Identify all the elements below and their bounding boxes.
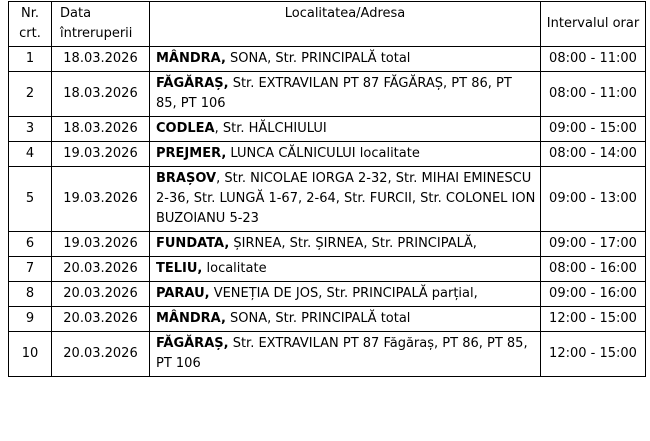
row-date: 19.03.2026 xyxy=(52,142,150,167)
row-locality: PREJMER, xyxy=(156,146,227,161)
row-address: SONA, Str. PRINCIPALĂ total xyxy=(225,51,411,66)
header-nr: Nr. crt. xyxy=(9,2,52,47)
row-date: 18.03.2026 xyxy=(52,47,150,72)
row-nr: 4 xyxy=(9,142,52,167)
row-location xyxy=(150,307,541,332)
table-body xyxy=(9,47,646,377)
row-nr: 1 xyxy=(9,47,52,72)
row-interval: 09:00 - 16:00 xyxy=(541,282,646,307)
header-location: Localitatea/Adresa xyxy=(150,2,541,47)
row-address: localitate xyxy=(202,261,267,276)
row-interval: 12:00 - 15:00 xyxy=(541,307,646,332)
table-row xyxy=(9,117,646,142)
row-date: 19.03.2026 xyxy=(52,167,150,232)
row-locality: PARAU, xyxy=(156,286,210,301)
row-address: , Str. HĂLCHIULUI xyxy=(214,121,327,136)
row-locality: TELIU, xyxy=(156,261,203,276)
row-location xyxy=(150,282,541,307)
row-location xyxy=(150,142,541,167)
row-locality: BRAȘOV xyxy=(156,171,217,186)
row-locality: FUNDATA, xyxy=(156,236,230,251)
row-interval: 08:00 - 16:00 xyxy=(541,257,646,282)
row-interval: 08:00 - 11:00 xyxy=(541,47,646,72)
table-row xyxy=(9,332,646,377)
row-date: 20.03.2026 xyxy=(52,332,150,377)
row-address: SONA, Str. PRINCIPALĂ total xyxy=(225,311,411,326)
table-row xyxy=(9,232,646,257)
row-interval: 12:00 - 15:00 xyxy=(541,332,646,377)
table-row xyxy=(9,72,646,117)
row-nr: 2 xyxy=(9,72,52,117)
row-location xyxy=(150,167,541,232)
row-nr: 9 xyxy=(9,307,52,332)
row-locality: FĂGĂRAȘ, xyxy=(156,76,229,91)
row-location xyxy=(150,332,541,377)
row-address: ȘIRNEA, Str. ȘIRNEA, Str. PRINCIPALĂ, xyxy=(229,236,477,251)
table-row xyxy=(9,282,646,307)
row-location xyxy=(150,257,541,282)
row-locality: MÂNDRA, xyxy=(156,51,226,66)
table-row xyxy=(9,142,646,167)
row-nr: 6 xyxy=(9,232,52,257)
row-locality: CODLEA xyxy=(156,121,215,136)
row-interval: 09:00 - 17:00 xyxy=(541,232,646,257)
row-location xyxy=(150,72,541,117)
header-date: Data întreruperii xyxy=(52,2,150,47)
row-locality: MÂNDRA, xyxy=(156,311,226,326)
row-location xyxy=(150,117,541,142)
row-date: 19.03.2026 xyxy=(52,232,150,257)
row-address: Str. EXTRAVILAN PT 87 FĂGĂRAȘ, PT 86, PT 85, PT 106 xyxy=(156,76,512,111)
row-interval: 09:00 - 15:00 xyxy=(541,117,646,142)
table-row xyxy=(9,167,646,232)
row-nr: 10 xyxy=(9,332,52,377)
row-address: VENEȚIA DE JOS, Str. PRINCIPALĂ parțial, xyxy=(209,286,478,301)
table-header-row xyxy=(9,2,646,47)
row-nr: 7 xyxy=(9,257,52,282)
row-interval: 08:00 - 11:00 xyxy=(541,72,646,117)
outage-schedule-table xyxy=(8,1,646,377)
row-interval: 09:00 - 13:00 xyxy=(541,167,646,232)
row-interval: 08:00 - 14:00 xyxy=(541,142,646,167)
row-location xyxy=(150,232,541,257)
row-date: 20.03.2026 xyxy=(52,282,150,307)
row-address: LUNCA CĂLNICULUI localitate xyxy=(226,146,420,161)
row-address: Str. EXTRAVILAN PT 87 Făgăraș, PT 86, PT 85, PT 106 xyxy=(156,336,528,371)
table-row xyxy=(9,47,646,72)
row-date: 20.03.2026 xyxy=(52,257,150,282)
table-row xyxy=(9,257,646,282)
row-date: 18.03.2026 xyxy=(52,117,150,142)
row-location xyxy=(150,47,541,72)
row-nr: 8 xyxy=(9,282,52,307)
table-row xyxy=(9,307,646,332)
row-date: 18.03.2026 xyxy=(52,72,150,117)
row-locality: FĂGĂRAȘ, xyxy=(156,336,229,351)
header-interval: Intervalul orar xyxy=(541,2,646,47)
row-date: 20.03.2026 xyxy=(52,307,150,332)
row-nr: 5 xyxy=(9,167,52,232)
row-nr: 3 xyxy=(9,117,52,142)
row-address: , Str. NICOLAE IORGA 2-32, Str. MIHAI EMINESCU 2-36, Str. LUNGĂ 1-67, 2-64, Str. FURCII, Str. COLONEL ION BUZOIANU 5-23 xyxy=(156,171,536,226)
